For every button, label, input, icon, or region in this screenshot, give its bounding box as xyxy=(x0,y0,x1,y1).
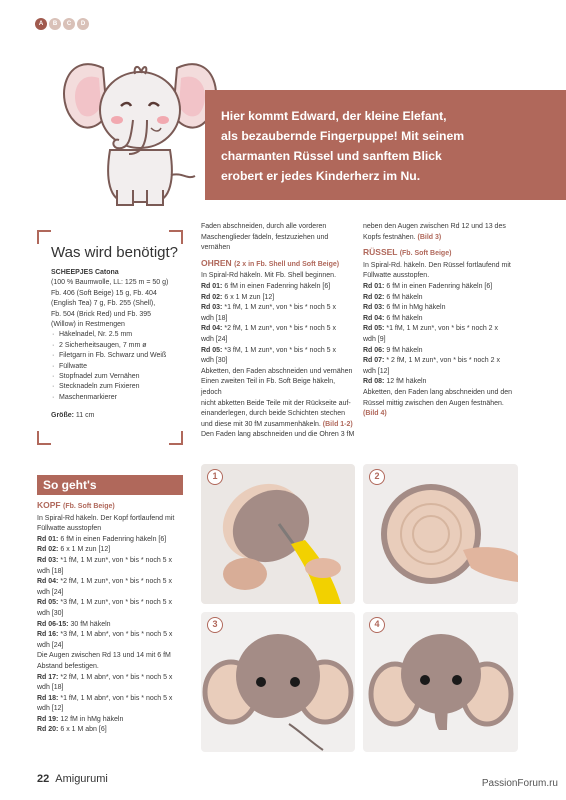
materials-title: Was wird benötigt? xyxy=(51,244,179,261)
row-text: wdh [24] xyxy=(37,588,64,596)
row-text: wdh [18] xyxy=(37,684,64,692)
row-text: *1 fM, 1 M zun*, von * bis * noch 5 x xyxy=(222,304,337,312)
step-photo-4 xyxy=(363,612,518,752)
row-label: Rd 02: xyxy=(363,293,385,301)
text-line: In Spiral-Rd häkeln. Der Kopf fortlaufend mit xyxy=(37,514,175,522)
instruction-row xyxy=(201,293,356,304)
row-text: *2 fM, 1 M abn*, von * bis * noch 5 x xyxy=(58,673,173,681)
banner-line: charmanten Rüssel und sanftem Blick xyxy=(221,149,442,163)
page-number: 22 xyxy=(37,773,50,785)
row-text: wdh [18] xyxy=(201,314,228,322)
ohren-rows xyxy=(201,282,356,367)
step-photo-1 xyxy=(201,464,355,604)
box-corner xyxy=(169,431,183,445)
instruction-row xyxy=(37,715,187,726)
yarn-line: Fb. 406 (Soft Beige) 15 g, Fb. 404 xyxy=(51,289,157,297)
banner-line: Hier kommt Edward, der kleine Elefant, xyxy=(221,109,447,123)
row-label: Rd 03: xyxy=(363,304,385,312)
row-text: Abstand befestigen. xyxy=(37,662,99,670)
kopf-column xyxy=(37,496,187,736)
instruction-row xyxy=(363,282,523,293)
row-text: *1 fM, 1 M abn*, von * bis * noch 5 x xyxy=(58,694,173,702)
row-text: *3 fM, 1 M zun*, von * bis * noch 5 x xyxy=(222,346,337,354)
list-item: · 2 Sicherheitsaugen, 7 mm ø xyxy=(51,341,183,351)
text-line: Den Faden lang abschneiden und die Ohren 3 fM xyxy=(201,431,355,439)
nav-dot: D xyxy=(77,18,89,30)
size-label: Größe: xyxy=(51,412,74,420)
instruction-row xyxy=(363,346,523,357)
row-label: Rd 02: xyxy=(201,293,223,301)
row-text: wdh [30] xyxy=(201,357,228,365)
instruction-row xyxy=(363,303,523,314)
text-line xyxy=(201,420,356,431)
instruction-row xyxy=(201,303,356,314)
instruction-row xyxy=(201,335,356,346)
ohren-column xyxy=(201,222,356,441)
row-text: wdh [12] xyxy=(363,367,390,375)
instruction-row xyxy=(37,545,187,556)
text-line: Abketten, den Faden abschneiden und vernähen xyxy=(201,367,353,375)
row-label: Rd 06-15: xyxy=(37,620,69,628)
banner-line: als bezaubernde Fingerpuppe! Mit seinem xyxy=(221,129,465,143)
crochet-ear-photo-icon xyxy=(201,464,355,604)
row-label: Rd 01: xyxy=(201,282,223,290)
instruction-row xyxy=(37,673,187,684)
row-text: wdh [12] xyxy=(37,705,64,713)
row-text: 30 fM häkeln xyxy=(68,620,111,628)
watermark: PassionForum.ru xyxy=(481,778,558,789)
size-value: 11 cm xyxy=(75,412,95,420)
nav-dot: C xyxy=(63,18,75,30)
kopf-heading xyxy=(37,500,187,513)
list-item: · Stopfnadel zum Vernähen xyxy=(51,372,183,382)
row-label: Rd 20: xyxy=(37,726,59,734)
text-line: Maschenglieder fädeln, festzuziehen und xyxy=(201,233,329,241)
row-label: Rd 05: xyxy=(363,325,385,333)
row-text: wdh [18] xyxy=(37,567,64,575)
nav-dot: A xyxy=(35,18,47,30)
ruessel-heading-sub: (Fb. Soft Beige) xyxy=(399,250,452,258)
image-ref: (Bild 1-2) xyxy=(322,420,353,428)
text-line: Faden abschneiden, durch alle vorderen xyxy=(201,223,327,230)
ruessel-heading xyxy=(363,247,523,260)
instruction-row xyxy=(37,535,187,546)
crochet-circle-photo-icon xyxy=(363,464,518,604)
row-text: wdh [9] xyxy=(363,335,386,343)
row-text: 6 fM in hMg häkeln xyxy=(384,304,446,312)
instruction-row xyxy=(363,356,523,367)
elephant-head-photo-icon xyxy=(201,612,355,752)
instruction-row xyxy=(37,651,187,662)
banner-line: erobert er jedes Kinderherz im Nu. xyxy=(221,169,421,183)
text-line: Einen zweiten Teil in Fb. Soft Beige häkeln, jedoch xyxy=(201,378,336,396)
row-text: 6 fM in einen Fadenring häkeln [6] xyxy=(58,535,167,543)
instruction-row xyxy=(37,694,187,705)
row-text: * 2 fM, 1 M zun*, von * bis * noch 2 x xyxy=(384,357,500,365)
photo-number: 1 xyxy=(207,469,223,485)
instruction-row xyxy=(37,577,187,588)
yarn-line: (Willow) in Restmengen xyxy=(51,321,125,329)
materials-content xyxy=(51,268,183,422)
row-text: 6 x 1 M zun [12] xyxy=(222,293,275,301)
kopf-rows xyxy=(37,535,187,736)
row-text: 6 fM häkeln xyxy=(384,314,423,322)
instruction-row xyxy=(37,620,187,631)
row-text: *3 fM, 1 M abn*, von * bis * noch 5 x xyxy=(58,631,173,639)
box-corner xyxy=(37,230,51,244)
text-span: Kopfs festnähen. xyxy=(363,233,416,241)
row-text: *1 fM, 1 M zun*, von * bis * noch 2 x xyxy=(384,325,499,333)
list-item: · Maschenmarkierer xyxy=(51,393,183,403)
row-label: Rd 18: xyxy=(37,694,59,702)
page-nav-dots xyxy=(35,18,89,30)
row-label: Rd 17: xyxy=(37,673,59,681)
instruction-row xyxy=(37,567,187,578)
instruction-row xyxy=(37,704,187,715)
text-span: und diese mit 30 fM zusammenhäkeln. xyxy=(201,420,321,428)
instruction-row xyxy=(201,324,356,335)
row-text: 6 x 1 M zun [12] xyxy=(58,546,111,554)
row-label: Rd 05: xyxy=(201,346,223,354)
row-text: 6 fM häkeln xyxy=(384,293,423,301)
instruction-row xyxy=(363,367,523,378)
instruction-row xyxy=(37,725,187,736)
intro-banner xyxy=(205,90,566,200)
row-label: Rd 16: xyxy=(37,631,59,639)
materials-box xyxy=(37,230,183,445)
row-text: 12 fM häkeln xyxy=(384,378,427,386)
instruction-row xyxy=(37,598,187,609)
list-item: · Füllwatte xyxy=(51,362,183,372)
instruction-row xyxy=(363,314,523,325)
row-text: *1 fM, 1 M zun*, von * bis * noch 5 x xyxy=(58,556,173,564)
instruction-row xyxy=(363,293,523,304)
row-text: 12 fM in hMg häkeln xyxy=(58,715,124,723)
row-text: 6 fM in einen Fadenring häkeln [6] xyxy=(222,282,331,290)
text-line: In Spiral-Rd häkeln. Mit Fb. Shell beginnen. xyxy=(201,272,337,280)
photo-number: 2 xyxy=(369,469,385,485)
box-corner xyxy=(37,431,51,445)
ruessel-rows xyxy=(363,282,523,388)
instruction-row xyxy=(363,324,523,335)
ruessel-heading-label: RÜSSEL xyxy=(363,247,398,258)
yarn-brand: SCHEEPJES Catona xyxy=(51,269,119,276)
instruction-row xyxy=(201,346,356,357)
row-label: Rd 01: xyxy=(37,535,59,543)
elephant-illustration xyxy=(55,40,225,210)
text-line: Abketten, den Faden lang abschneiden und den xyxy=(363,388,513,396)
instruction-row xyxy=(37,556,187,567)
instruction-row xyxy=(37,630,187,641)
section-title: So geht's xyxy=(37,475,183,495)
row-label: Rd 19: xyxy=(37,715,59,723)
image-ref: (Bild 3) xyxy=(417,233,442,241)
row-label: Rd 07: xyxy=(363,357,385,365)
row-text: *2 fM, 1 M zun*, von * bis * noch 5 x xyxy=(222,325,337,333)
page-footer xyxy=(37,773,108,785)
row-text: Die Augen zwischen Rd 13 und 14 mit 6 fM xyxy=(37,652,171,660)
row-label: Rd 03: xyxy=(37,556,59,564)
ohren-heading xyxy=(201,258,356,271)
text-line xyxy=(363,233,523,244)
row-text: wdh [30] xyxy=(37,609,64,617)
kopf-heading-label: KOPF xyxy=(37,500,61,510)
list-item: · Filetgarn in Fb. Schwarz und Weiß xyxy=(51,351,183,361)
photo-number: 4 xyxy=(369,617,385,633)
photo-number: 3 xyxy=(207,617,223,633)
row-text: wdh [24] xyxy=(37,641,64,649)
instruction-row xyxy=(363,335,523,346)
text-line: In Spiral-Rd. häkeln. Den Rüssel fortlaufend mit xyxy=(363,261,511,269)
yarn-line: Fb. 504 (Brick Red) und Fb. 395 xyxy=(51,310,151,318)
yarn-line: (English Tea) 7 g, Fb. 255 (Shell), xyxy=(51,300,156,308)
list-item: · Stecknadeln zum Fixieren xyxy=(51,382,183,392)
box-corner xyxy=(169,230,183,244)
instruction-row xyxy=(201,314,356,325)
list-item: · Häkelnadel, Nr. 2.5 mm xyxy=(51,330,183,340)
instruction-row xyxy=(201,282,356,293)
row-text: *2 fM, 1 M zun*, von * bis * noch 5 x xyxy=(58,578,173,586)
yarn-line: (100 % Baumwolle, LL: 125 m = 50 g) xyxy=(51,279,169,287)
row-label: Rd 08: xyxy=(363,378,385,386)
text-line: Füllwatte ausstopfen. xyxy=(363,272,430,280)
text-line: Rüssel mittig zwischen den Augen festnähen. xyxy=(363,399,504,407)
row-text: *3 fM, 1 M zun*, von * bis * noch 5 x xyxy=(58,599,173,607)
instruction-row xyxy=(37,588,187,599)
elephant-trunk-photo-icon xyxy=(363,612,518,752)
row-label: Rd 01: xyxy=(363,282,385,290)
instruction-row xyxy=(37,683,187,694)
row-label: Rd 06: xyxy=(363,346,385,354)
row-text: 6 x 1 M abn [6] xyxy=(58,726,107,734)
row-label: Rd 03: xyxy=(201,304,223,312)
text-line: nicht abketten Beide Teile mit der Rückseite auf- xyxy=(201,399,351,407)
instruction-row xyxy=(37,662,187,673)
text-line: Füllwatte ausstopfen xyxy=(37,525,102,533)
kopf-heading-sub: (Fb. Soft Beige) xyxy=(63,503,115,510)
instruction-row xyxy=(201,356,356,367)
row-text: wdh [24] xyxy=(201,335,228,343)
instruction-row xyxy=(363,377,523,388)
row-label: Rd 04: xyxy=(37,578,59,586)
size-info xyxy=(51,411,183,421)
ohren-heading-sub: (2 x in Fb. Shell und Soft Beige) xyxy=(234,260,340,268)
row-label: Rd 02: xyxy=(37,546,59,554)
row-text: 9 fM häkeln xyxy=(384,346,423,354)
row-label: Rd 05: xyxy=(37,599,59,607)
instruction-row xyxy=(37,609,187,620)
image-ref: (Bild 4) xyxy=(363,410,387,418)
row-label: Rd 04: xyxy=(363,314,385,322)
row-text: 6 fM in einen Fadenring häkeln [6] xyxy=(384,282,493,290)
text-line: vernähen xyxy=(201,244,231,252)
instruction-row xyxy=(37,641,187,652)
text-line: neben den Augen zwischen Rd 12 und 13 des xyxy=(363,223,506,230)
row-label: Rd 04: xyxy=(201,325,223,333)
magazine-name: Amigurumi xyxy=(55,773,108,785)
step-photo-2 xyxy=(363,464,518,604)
materials-list xyxy=(51,330,183,403)
step-photo-3 xyxy=(201,612,355,752)
nav-dot: B xyxy=(49,18,61,30)
text-line: einanderlegen, durch beide Schichten stechen xyxy=(201,410,345,418)
ohren-heading-label: OHREN xyxy=(201,257,232,268)
ruessel-column xyxy=(363,222,523,420)
